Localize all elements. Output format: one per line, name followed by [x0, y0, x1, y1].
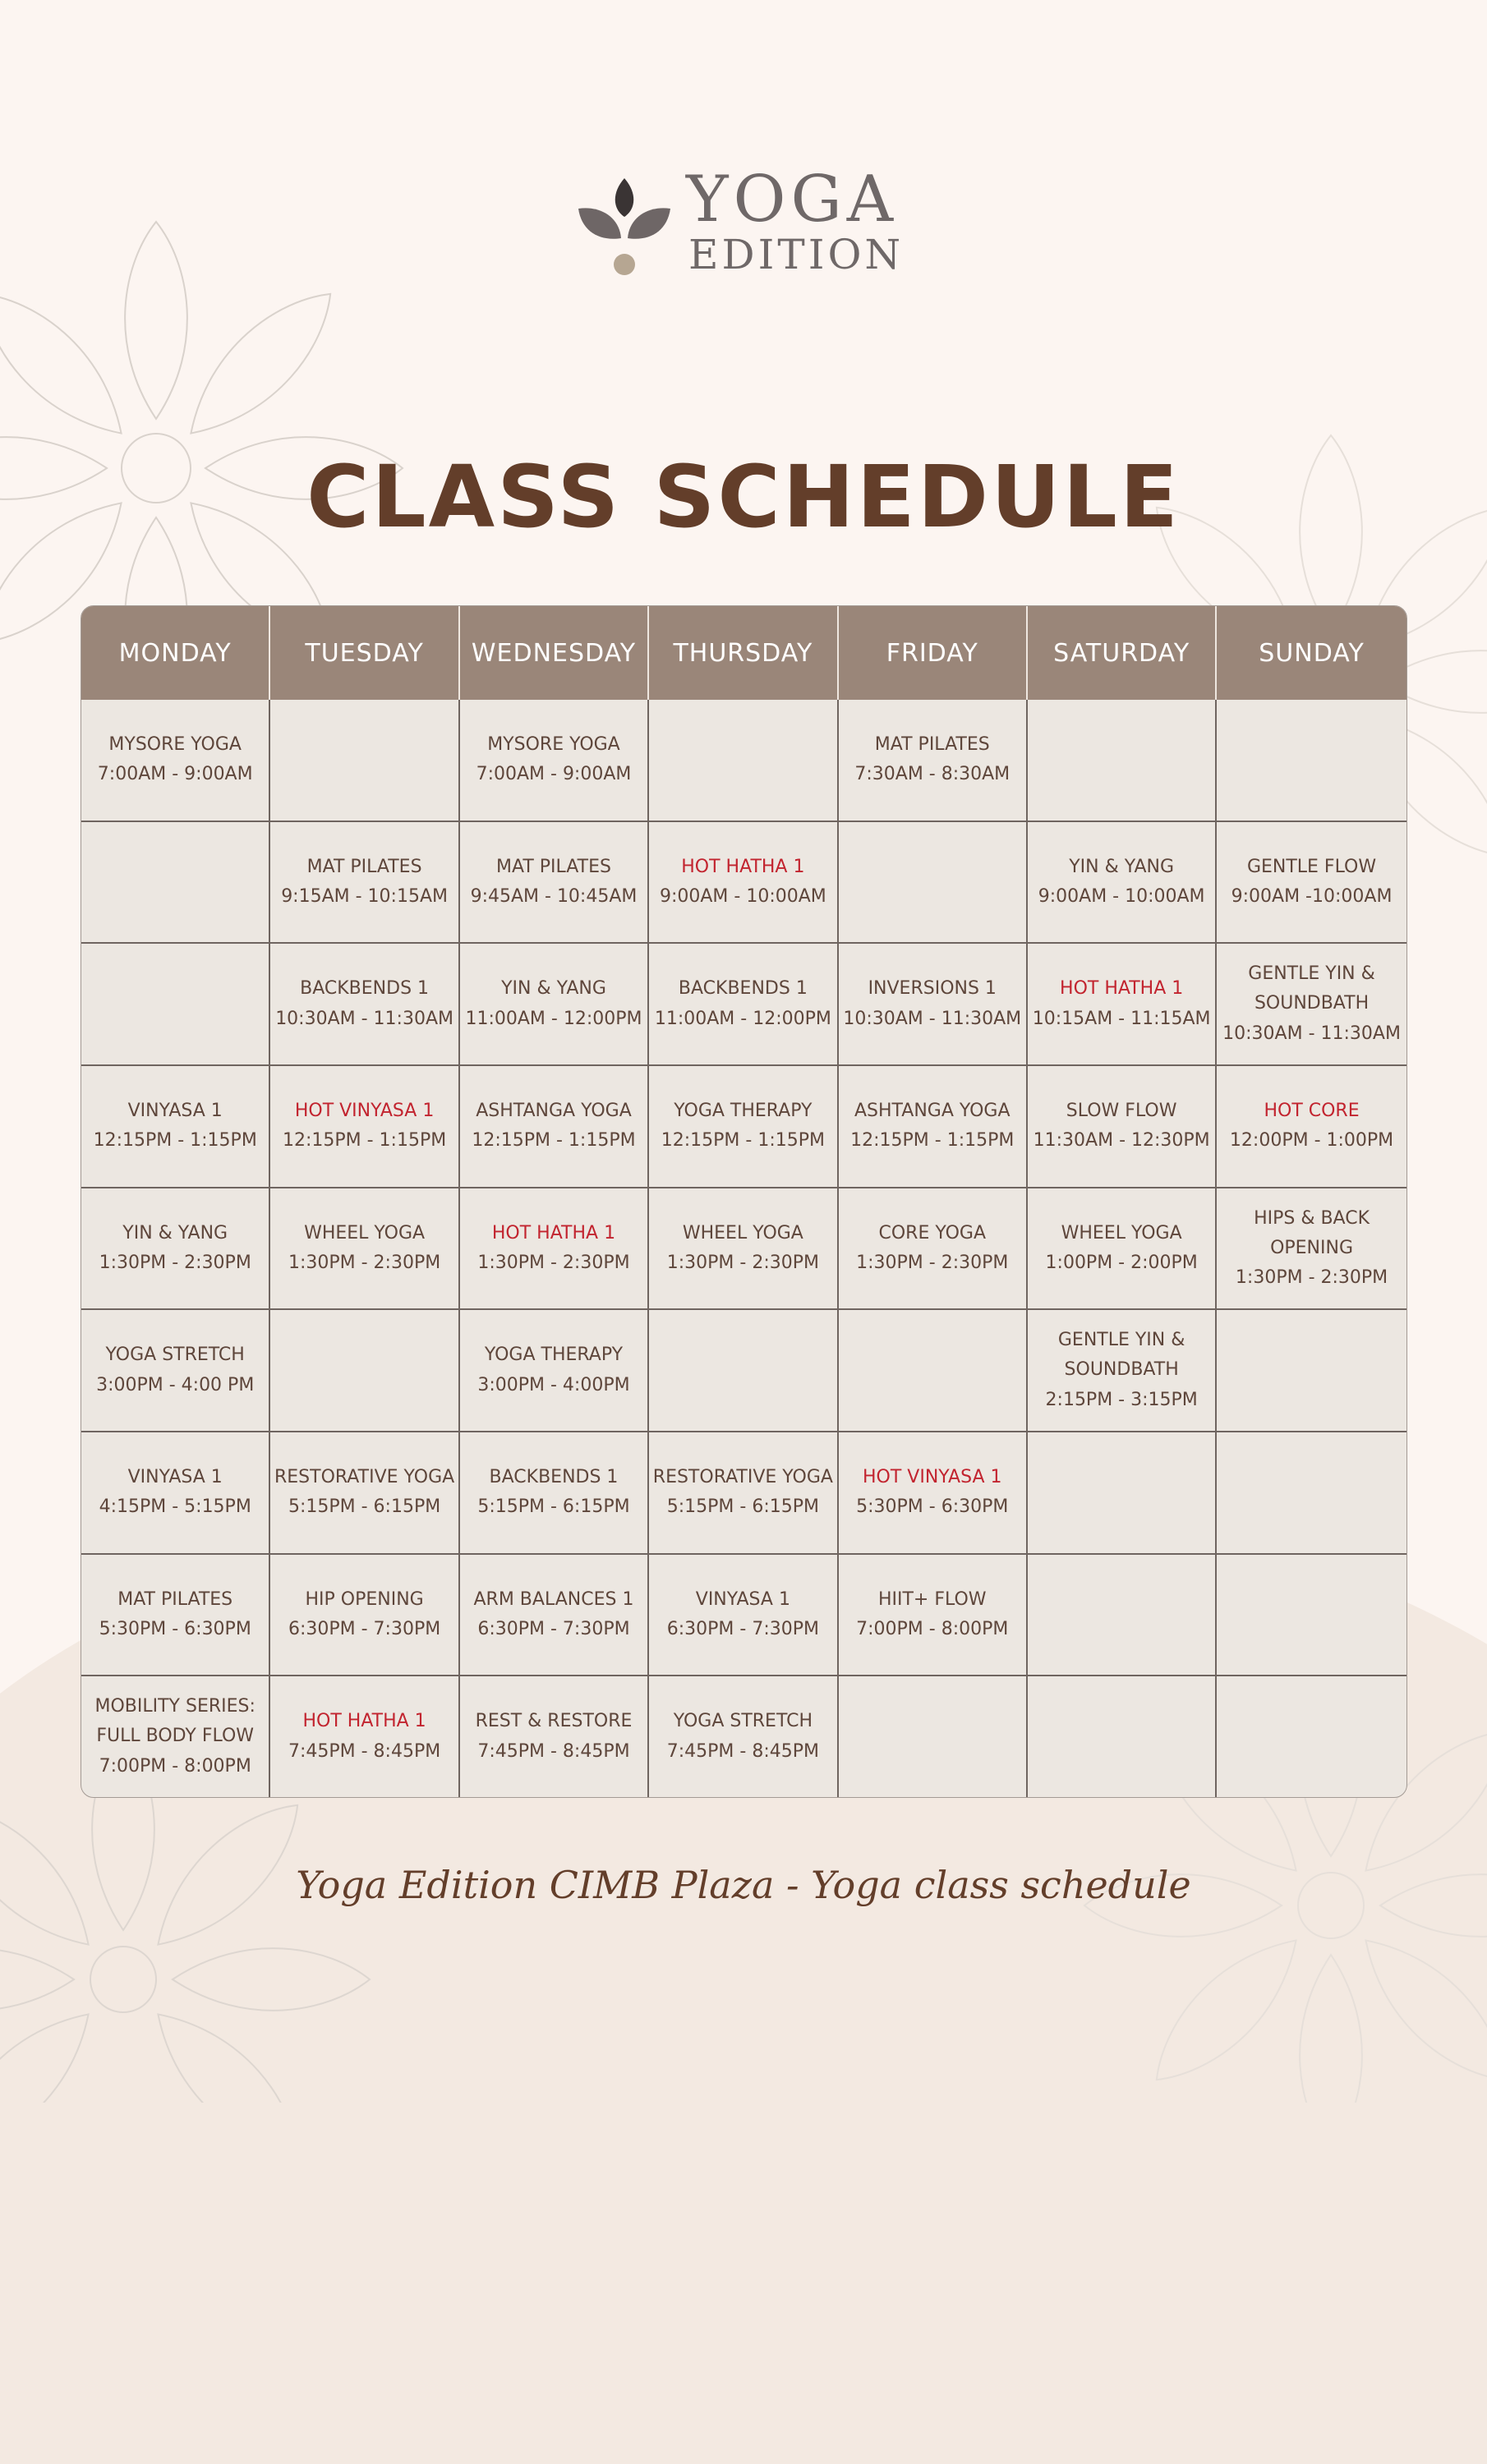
- schedule-cell-friday: [839, 700, 1028, 821]
- class-time: 7:45PM - 8:45PM: [666, 1740, 819, 1762]
- schedule-cell-sunday: [1217, 1308, 1406, 1431]
- schedule-cell-monday: [81, 1187, 270, 1309]
- hot-class-name: HOT HATHA 1: [1060, 978, 1184, 1000]
- class-time: 1:00PM - 2:00PM: [1045, 1252, 1198, 1273]
- class-time: 9:00AM -10:00AM: [1231, 885, 1393, 907]
- schedule-cell-saturday: [1028, 700, 1217, 821]
- schedule-cell-tuesday: [270, 1675, 459, 1797]
- schedule-cell-sunday: [1217, 821, 1406, 943]
- brand-name-line2: EDITION: [688, 231, 905, 278]
- class-time: 7:00PM - 8:00PM: [856, 1618, 1009, 1639]
- class-time: 6:30PM - 7:30PM: [666, 1618, 819, 1639]
- class-time: 7:00AM - 9:00AM: [476, 764, 632, 785]
- schedule-cell-wednesday: [460, 821, 649, 943]
- schedule-row: [81, 1308, 1406, 1431]
- schedule-cell-monday: [81, 1308, 270, 1431]
- class-time: 9:00AM - 10:00AM: [1038, 885, 1205, 907]
- schedule-cell-friday: [839, 1308, 1028, 1431]
- schedule-cell-thursday: [649, 821, 838, 943]
- hot-class-name: HOT VINYASA 1: [294, 1101, 435, 1121]
- schedule-cell-thursday: [649, 1553, 838, 1676]
- schedule-row: [81, 821, 1406, 943]
- page-title: CLASS SCHEDULE: [306, 447, 1181, 547]
- class-time: 6:30PM - 7:30PM: [288, 1618, 441, 1639]
- schedule-cell-thursday: [649, 1308, 838, 1431]
- class-time: 12:15PM - 1:15PM: [661, 1130, 825, 1152]
- schedule-cell-monday: [81, 821, 270, 943]
- schedule-row: [81, 942, 1406, 1064]
- class-time: 5:15PM - 6:15PM: [477, 1496, 630, 1518]
- class-time: 12:15PM - 1:15PM: [282, 1130, 447, 1152]
- class-time: 10:15AM - 11:15AM: [1032, 1008, 1211, 1029]
- schedule-cell-monday: [81, 1675, 270, 1797]
- day-header-row: [81, 606, 1406, 700]
- schedule-cell-saturday: [1028, 1064, 1217, 1187]
- class-time: 1:30PM - 2:30PM: [856, 1252, 1009, 1273]
- schedule-cell-thursday: [649, 1064, 838, 1187]
- schedule-cell-monday: [81, 942, 270, 1064]
- class-time: 1:30PM - 2:30PM: [1235, 1267, 1388, 1289]
- class-time: 10:30AM - 11:30AM: [1222, 1023, 1401, 1044]
- class-time: 11:30AM - 12:30PM: [1033, 1130, 1210, 1152]
- schedule-cell-sunday: [1217, 700, 1406, 821]
- class-time: 11:00AM - 12:00PM: [465, 1008, 642, 1029]
- schedule-cell-tuesday: [270, 1553, 459, 1676]
- schedule-row: [81, 1187, 1406, 1309]
- class-name: YIN & YANG: [501, 978, 606, 1000]
- day-header-tuesday: TUESDAY: [270, 606, 459, 700]
- class-time: 9:15AM - 10:15AM: [281, 885, 448, 907]
- day-header-sunday: SUNDAY: [1217, 606, 1406, 700]
- class-name: MOBILITY SERIES: FULL BODY FLOW: [94, 1696, 256, 1747]
- class-time: 12:15PM - 1:15PM: [472, 1130, 636, 1152]
- class-time: 12:00PM - 1:00PM: [1229, 1130, 1394, 1152]
- schedule-cell-saturday: [1028, 1675, 1217, 1797]
- footer-caption: Yoga Edition CIMB Plaza - Yoga class schedule: [296, 1863, 1191, 1907]
- class-name: MAT PILATES: [117, 1588, 233, 1610]
- day-header-thursday: THURSDAY: [649, 606, 838, 700]
- day-header-saturday: SATURDAY: [1028, 606, 1217, 700]
- class-time: 1:30PM - 2:30PM: [666, 1252, 819, 1273]
- schedule-cell-friday: [839, 942, 1028, 1064]
- schedule-cell-wednesday: [460, 1553, 649, 1676]
- schedule-cell-sunday: [1217, 1187, 1406, 1309]
- class-time: 5:15PM - 6:15PM: [288, 1496, 441, 1518]
- schedule-cell-sunday: [1217, 1064, 1406, 1187]
- class-name: RESTORATIVE YOGA: [274, 1466, 455, 1487]
- class-time: 7:30AM - 8:30AM: [854, 764, 1011, 785]
- class-name: BACKBENDS 1: [300, 978, 430, 1000]
- class-schedule-table: [81, 605, 1407, 1798]
- class-time: 5:15PM - 6:15PM: [666, 1496, 819, 1518]
- schedule-cell-sunday: [1217, 942, 1406, 1064]
- class-name: YOGA THERAPY: [674, 1101, 813, 1121]
- class-name: WHEEL YOGA: [1061, 1222, 1182, 1243]
- schedule-cell-wednesday: [460, 1064, 649, 1187]
- class-name: HIIT+ FLOW: [877, 1588, 987, 1610]
- schedule-cell-saturday: [1028, 1431, 1217, 1553]
- class-name: MYSORE YOGA: [487, 734, 620, 756]
- schedule-row: [81, 1675, 1406, 1797]
- class-time: 3:00PM - 4:00 PM: [96, 1374, 255, 1395]
- brand-name-line1: YOGA: [686, 163, 899, 237]
- class-time: 10:30AM - 11:30AM: [843, 1008, 1022, 1029]
- class-time: 1:30PM - 2:30PM: [99, 1252, 251, 1273]
- class-time: 7:45PM - 8:45PM: [288, 1740, 441, 1762]
- schedule-cell-thursday: [649, 1675, 838, 1797]
- schedule-cell-saturday: [1028, 1308, 1217, 1431]
- class-name: VINYASA 1: [127, 1466, 223, 1487]
- class-time: 4:15PM - 5:15PM: [99, 1496, 251, 1518]
- class-name: WHEEL YOGA: [304, 1222, 426, 1243]
- class-time: 1:30PM - 2:30PM: [288, 1252, 441, 1273]
- schedule-cell-friday: [839, 1064, 1028, 1187]
- class-name: ARM BALANCES 1: [473, 1588, 634, 1610]
- hot-class-name: HOT VINYASA 1: [863, 1466, 1002, 1487]
- class-name: BACKBENDS 1: [678, 978, 808, 1000]
- schedule-cell-friday: [839, 1431, 1028, 1553]
- schedule-cell-sunday: [1217, 1675, 1406, 1797]
- class-time: 5:30PM - 6:30PM: [856, 1496, 1009, 1518]
- class-time: 2:15PM - 3:15PM: [1045, 1389, 1198, 1410]
- class-name: RESTORATIVE YOGA: [652, 1466, 833, 1487]
- schedule-cell-wednesday: [460, 700, 649, 821]
- schedule-cell-thursday: [649, 1431, 838, 1553]
- class-name: MYSORE YOGA: [108, 734, 242, 756]
- schedule-cell-monday: [81, 700, 270, 821]
- schedule-cell-friday: [839, 1553, 1028, 1676]
- class-name: GENTLE FLOW: [1246, 856, 1377, 877]
- class-name: YIN & YANG: [122, 1222, 228, 1243]
- class-name: ASHTANGA YOGA: [854, 1101, 1011, 1121]
- class-name: WHEEL YOGA: [682, 1222, 803, 1243]
- schedule-cell-wednesday: [460, 1675, 649, 1797]
- schedule-cell-wednesday: [460, 942, 649, 1064]
- class-time: 7:00PM - 8:00PM: [99, 1755, 251, 1777]
- class-name: YOGA THERAPY: [484, 1345, 624, 1366]
- schedule-cell-thursday: [649, 942, 838, 1064]
- hot-class-name: HOT CORE: [1264, 1101, 1360, 1121]
- schedule-cell-sunday: [1217, 1431, 1406, 1553]
- class-name: INVERSIONS 1: [868, 978, 997, 1000]
- class-time: 9:45AM - 10:45AM: [470, 885, 638, 907]
- schedule-cell-thursday: [649, 700, 838, 821]
- class-name: MAT PILATES: [496, 856, 611, 877]
- schedule-cell-wednesday: [460, 1308, 649, 1431]
- schedule-cell-monday: [81, 1064, 270, 1187]
- class-name: MAT PILATES: [306, 856, 422, 877]
- schedule-body: [81, 700, 1406, 1797]
- day-header-wednesday: WEDNESDAY: [460, 606, 649, 700]
- class-name: MAT PILATES: [874, 734, 990, 756]
- class-time: 12:15PM - 1:15PM: [93, 1130, 257, 1152]
- class-name: CORE YOGA: [878, 1222, 987, 1243]
- class-name: ASHTANGA YOGA: [476, 1101, 632, 1121]
- schedule-cell-thursday: [649, 1187, 838, 1309]
- schedule-cell-monday: [81, 1553, 270, 1676]
- schedule-cell-monday: [81, 1431, 270, 1553]
- class-name: HIP OPENING: [305, 1588, 424, 1610]
- class-time: 10:30AM - 11:30AM: [275, 1008, 453, 1029]
- class-name: YIN & YANG: [1069, 856, 1175, 877]
- class-time: 9:00AM - 10:00AM: [659, 885, 826, 907]
- schedule-cell-sunday: [1217, 1553, 1406, 1676]
- class-name: VINYASA 1: [127, 1101, 223, 1121]
- schedule-row: [81, 1553, 1406, 1676]
- schedule-row: [81, 700, 1406, 821]
- class-time: 7:45PM - 8:45PM: [477, 1740, 630, 1762]
- class-time: 3:00PM - 4:00PM: [477, 1374, 630, 1395]
- schedule-cell-wednesday: [460, 1187, 649, 1309]
- hot-class-name: HOT HATHA 1: [302, 1711, 426, 1732]
- schedule-cell-tuesday: [270, 1064, 459, 1187]
- day-header-friday: FRIDAY: [839, 606, 1028, 700]
- class-name: REST & RESTORE: [475, 1711, 633, 1732]
- schedule-cell-saturday: [1028, 1553, 1217, 1676]
- schedule-cell-saturday: [1028, 1187, 1217, 1309]
- class-time: 7:00AM - 9:00AM: [97, 764, 253, 785]
- hot-class-name: HOT HATHA 1: [491, 1222, 616, 1243]
- schedule-row: [81, 1431, 1406, 1553]
- class-name: HIPS & BACK OPENING: [1254, 1207, 1370, 1258]
- schedule-cell-wednesday: [460, 1431, 649, 1553]
- schedule-cell-saturday: [1028, 942, 1217, 1064]
- class-time: 12:15PM - 1:15PM: [850, 1130, 1015, 1152]
- day-header-monday: MONDAY: [81, 606, 270, 700]
- class-name: YOGA STRETCH: [673, 1711, 813, 1732]
- class-time: 6:30PM - 7:30PM: [477, 1618, 630, 1639]
- class-time: 1:30PM - 2:30PM: [477, 1252, 630, 1273]
- class-name: YOGA STRETCH: [105, 1345, 245, 1366]
- schedule-cell-tuesday: [270, 821, 459, 943]
- schedule-cell-tuesday: [270, 1431, 459, 1553]
- class-name: VINYASA 1: [695, 1588, 790, 1610]
- class-time: 11:00AM - 12:00PM: [654, 1008, 831, 1029]
- class-name: GENTLE YIN & SOUNDBATH: [1057, 1330, 1185, 1381]
- schedule-cell-friday: [839, 1675, 1028, 1797]
- schedule-cell-tuesday: [270, 1308, 459, 1431]
- schedule-cell-tuesday: [270, 942, 459, 1064]
- class-name: GENTLE YIN & SOUNDBATH: [1248, 963, 1375, 1014]
- schedule-cell-saturday: [1028, 821, 1217, 943]
- schedule-row: [81, 1064, 1406, 1187]
- yoga-edition-logo-icon: [575, 174, 674, 281]
- hot-class-name: HOT HATHA 1: [681, 856, 805, 877]
- schedule-cell-friday: [839, 821, 1028, 943]
- class-name: BACKBENDS 1: [489, 1466, 619, 1487]
- class-name: SLOW FLOW: [1066, 1101, 1177, 1121]
- class-time: 5:30PM - 6:30PM: [99, 1618, 251, 1639]
- schedule-cell-friday: [839, 1187, 1028, 1309]
- schedule-cell-tuesday: [270, 1187, 459, 1309]
- schedule-cell-tuesday: [270, 700, 459, 821]
